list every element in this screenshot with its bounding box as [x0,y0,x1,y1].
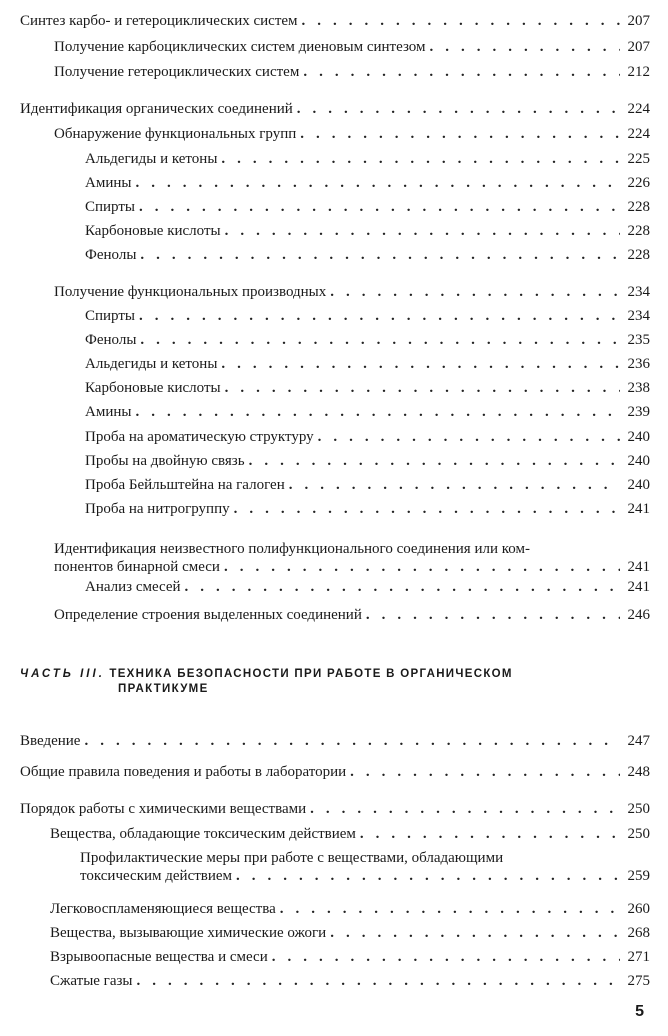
toc-entry [54,606,650,624]
toc-entry [85,355,650,373]
toc-entry-page: 240 [627,453,650,469]
dot-leader [366,606,620,624]
toc-entry-page: 234 [627,308,650,324]
toc-entry-title: Идентификация органических соединений [20,101,293,117]
toc-entry-title: Амины [85,404,132,420]
dot-leader [300,125,620,143]
part-heading [20,667,628,697]
toc-entry-page: 238 [627,380,650,396]
toc-entry-page: 224 [627,126,650,142]
toc-entry [20,732,650,750]
toc-entry-page: 247 [627,733,650,749]
toc-entry [85,403,650,421]
toc-entry-title: Вещества, вызывающие химические ожоги [50,925,327,941]
dot-leader [135,174,620,192]
dot-leader [249,452,620,470]
toc-entry-page: 241 [627,559,650,575]
toc-entry-title: Введение [20,733,81,749]
dot-leader [140,246,620,264]
dot-leader [225,222,620,240]
toc-entry-title: Проба на нитрогруппу [85,501,230,517]
toc-entry [50,825,650,843]
toc-entry-page: 250 [627,801,650,817]
dot-leader [139,307,620,325]
toc-entry [20,12,650,30]
dot-leader [302,12,620,30]
dot-leader [429,38,620,56]
toc-entry-title: Анализ смесей [85,579,181,595]
toc-entry-page: 235 [627,332,650,348]
toc-entry-title: Спирты [85,199,135,215]
toc-entry [85,198,650,216]
toc-entry-page: 275 [627,973,650,989]
toc-entry-title: Проба Бейльштейна на галоген [85,477,285,493]
toc-entry-page: 259 [627,868,650,884]
toc-entry [20,800,650,818]
toc-entry-page: 240 [627,429,650,445]
toc-entry-page: 271 [627,949,650,965]
toc-entry-page: 224 [627,101,650,117]
toc-entry-page: 225 [627,151,650,167]
dot-leader [330,283,620,301]
toc-entry [85,379,650,397]
dot-leader [137,972,621,990]
toc-entry-title: Общие правила поведения и работы в лаборатории [20,764,347,780]
toc-entry-title: Альдегиды и кетоны [85,151,218,167]
toc-entry [50,972,650,990]
toc-entry-page: 250 [627,826,650,842]
toc-entry-page: 212 [627,64,650,80]
dot-leader [185,578,620,596]
toc-entry-title-line2: токсическим действием [80,868,233,884]
dot-leader [84,732,620,750]
toc-entry-title: Фенолы [85,332,137,348]
dot-leader [234,500,620,518]
dot-leader [236,867,620,885]
toc-entry [20,763,650,781]
toc-entry-title: Пробы на двойную связь [85,453,245,469]
dot-leader [221,355,620,373]
toc-entry-title: Альдегиды и кетоны [85,356,218,372]
dot-leader [221,150,620,168]
toc-entry-page: 246 [627,607,650,623]
toc-entry-title: Вещества, обладающие токсическим действием [50,826,356,842]
toc-entry [50,900,650,918]
toc-entry-page: 207 [627,39,650,55]
toc-entry [20,100,650,118]
toc-entry-page: 207 [627,13,650,29]
dot-leader [289,476,620,494]
dot-leader [350,763,620,781]
toc-entry-page: 228 [627,223,650,239]
toc-entry-page: 228 [627,199,650,215]
toc-entry-page: 239 [627,404,650,420]
toc-entry [85,174,650,192]
toc-entry-title: Фенолы [85,247,137,263]
toc-entry [54,63,650,81]
toc-entry-title: Карбоновые кислоты [85,223,221,239]
toc-entry-multiline [80,849,650,885]
part-title-line2: ПРАКТИКУМЕ [118,683,209,695]
toc-entry-title: Сжатые газы [50,973,133,989]
toc-entry-page: 226 [627,175,650,191]
toc-entry-page: 240 [627,477,650,493]
toc-entry [85,500,650,518]
toc-entry [54,125,650,143]
dot-leader [224,558,620,576]
toc-entry [85,222,650,240]
part-label: ЧАСТЬ III. [20,668,105,680]
toc-entry [85,428,650,446]
toc-entry [54,38,650,56]
dot-leader [140,331,620,349]
toc-entry-title: Определение строения выделенных соединений [54,607,362,623]
toc-entry [85,476,650,494]
toc-entry-page: 248 [627,764,650,780]
toc-entry-page: 236 [627,356,650,372]
toc-entry-title: Взрывоопасные вещества и смеси [50,949,268,965]
dot-leader [225,379,620,397]
dot-leader [318,428,620,446]
toc-entry [50,924,650,942]
toc-entry-page: 268 [627,925,650,941]
toc-entry [85,150,650,168]
dot-leader [310,800,620,818]
toc-entry [85,307,650,325]
dot-leader [135,403,620,421]
dot-leader [297,100,620,118]
toc-entry [50,948,650,966]
toc-entry-title: Спирты [85,308,135,324]
toc-entry-title: Получение гетероциклических систем [54,64,300,80]
page-number: 5 [635,1003,644,1020]
toc-entry [85,331,650,349]
toc-entry-title: Амины [85,175,132,191]
dot-leader [303,63,620,81]
toc-entry-page: 241 [627,579,650,595]
dot-leader [139,198,620,216]
toc-entry-title: Получение карбоциклических систем диеновым синтезом [54,39,426,55]
dot-leader [280,900,620,918]
toc-entry-page: 228 [627,247,650,263]
dot-leader [360,825,620,843]
toc-entry-page: 260 [627,901,650,917]
toc-entry [85,246,650,264]
toc-entry [85,452,650,470]
part-title-line1: ТЕХНИКА БЕЗОПАСНОСТИ ПРИ РАБОТЕ В ОРГАНИЧЕСКОМ [109,668,513,680]
toc-entry-title: Карбоновые кислоты [85,380,221,396]
toc-entry-title-line2: понентов бинарной смеси [54,559,220,575]
toc-entry-page: 241 [627,501,650,517]
toc-entry [85,578,650,596]
toc-entry-title: Проба на ароматическую структуру [85,429,314,445]
toc-entry-multiline [54,540,650,576]
toc-entry-title: Порядок работы с химическими веществами [20,801,307,817]
toc-entry-title: Получение функциональных производных [54,284,327,300]
toc-entry [54,283,650,301]
toc-entry-title: Легковоспламеняющиеся вещества [50,901,276,917]
dot-leader [330,924,620,942]
toc-entry-page: 234 [627,284,650,300]
toc-entry-title-line1: Идентификация неизвестного полифункционального соединения или ком- [54,541,530,557]
toc-entry-title-line1: Профилактические меры при работе с веществами, обладающими [80,850,504,866]
toc-entry-title: Синтез карбо- и гетероциклических систем [20,13,298,29]
toc-entry-title: Обнаружение функциональных групп [54,126,297,142]
dot-leader [272,948,620,966]
